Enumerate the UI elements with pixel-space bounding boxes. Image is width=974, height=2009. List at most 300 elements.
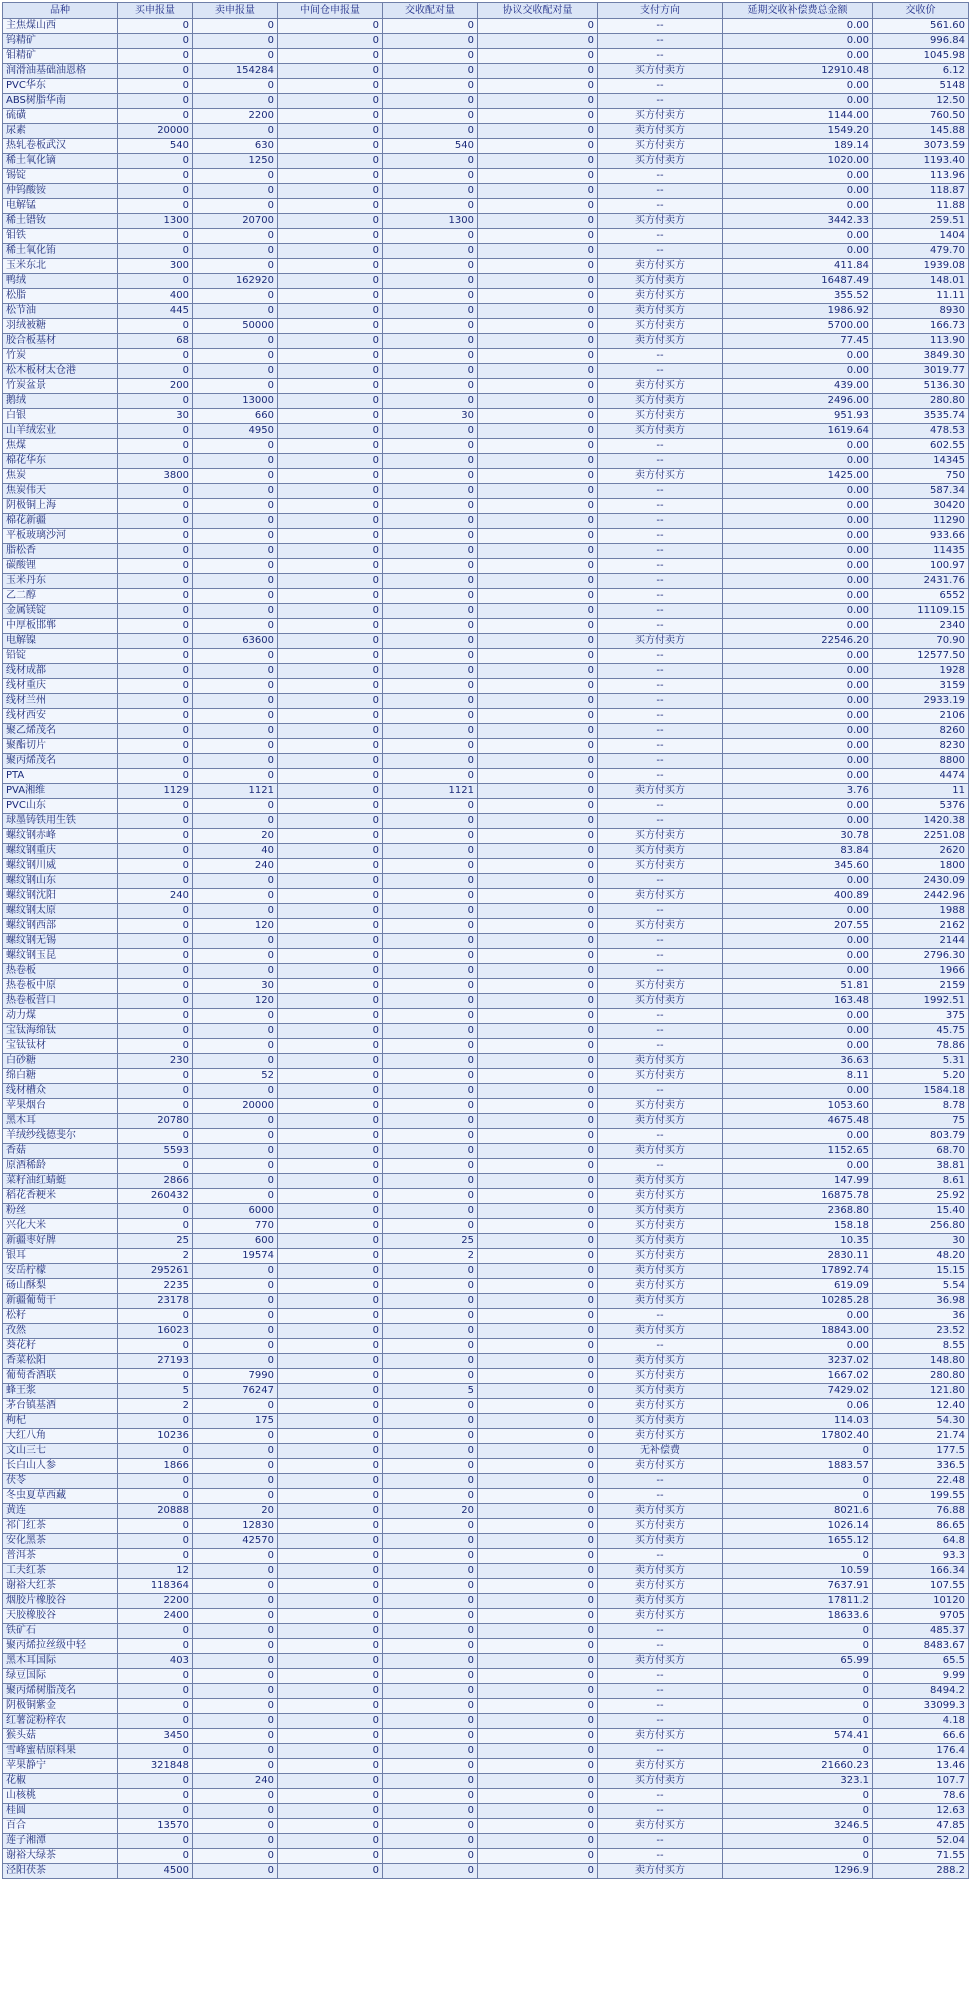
table-row: [3, 994, 969, 1009]
cell-delivery-matched: 0: [383, 94, 478, 109]
table-row: [3, 1009, 969, 1024]
table-row: [3, 619, 969, 634]
cell-buy-declared: 0: [118, 514, 193, 529]
cell-sell-declared: 0: [193, 799, 278, 814]
cell-delivery-price: 256.80: [873, 1219, 969, 1234]
cell-sell-declared: 0: [193, 229, 278, 244]
cell-intermediate-declared: 0: [278, 34, 383, 49]
cell-sell-declared: 0: [193, 1654, 278, 1669]
table-row: [3, 829, 969, 844]
cell-delivery-price: 199.55: [873, 1489, 969, 1504]
cell-sell-declared: 0: [193, 739, 278, 754]
cell-agreement-matched: 0: [478, 199, 598, 214]
cell-compensation-total: 0.00: [723, 514, 873, 529]
table-row: [3, 469, 969, 484]
cell-sell-declared: 0: [193, 949, 278, 964]
cell-intermediate-declared: 0: [278, 394, 383, 409]
cell-compensation-total: 0.00: [723, 49, 873, 64]
table-row: [3, 874, 969, 889]
cell-delivery-matched: 0: [383, 319, 478, 334]
cell-agreement-matched: 0: [478, 469, 598, 484]
cell-product: 花椒: [3, 1774, 118, 1789]
cell-delivery-price: 8.55: [873, 1339, 969, 1354]
cell-delivery-price: 3159: [873, 679, 969, 694]
cell-agreement-matched: 0: [478, 634, 598, 649]
header-product: 品种: [3, 3, 118, 19]
cell-delivery-price: 9.99: [873, 1669, 969, 1684]
cell-delivery-matched: 0: [383, 1789, 478, 1804]
cell-compensation-total: 574.41: [723, 1729, 873, 1744]
cell-delivery-price: 5.20: [873, 1069, 969, 1084]
cell-delivery-matched: 0: [383, 694, 478, 709]
cell-compensation-total: 0.00: [723, 1339, 873, 1354]
table-row: [3, 1234, 969, 1249]
cell-intermediate-declared: 0: [278, 1339, 383, 1354]
cell-delivery-price: 78.86: [873, 1039, 969, 1054]
cell-delivery-price: 113.96: [873, 169, 969, 184]
cell-payment-direction: 卖方付买方: [598, 1594, 723, 1609]
cell-sell-declared: 0: [193, 334, 278, 349]
cell-intermediate-declared: 0: [278, 1399, 383, 1414]
cell-delivery-price: 8.61: [873, 1174, 969, 1189]
cell-agreement-matched: 0: [478, 1624, 598, 1639]
cell-delivery-matched: 0: [383, 964, 478, 979]
cell-sell-declared: 0: [193, 1714, 278, 1729]
cell-delivery-price: 259.51: [873, 214, 969, 229]
cell-sell-declared: 0: [193, 589, 278, 604]
cell-product: 山羊绒宏业: [3, 424, 118, 439]
cell-buy-declared: 20000: [118, 124, 193, 139]
cell-product: 热卷板营口: [3, 994, 118, 1009]
cell-payment-direction: 买方付卖方: [598, 424, 723, 439]
cell-payment-direction: 买方付卖方: [598, 919, 723, 934]
cell-buy-declared: 0: [118, 1219, 193, 1234]
cell-delivery-price: 12.63: [873, 1804, 969, 1819]
cell-buy-declared: 20888: [118, 1504, 193, 1519]
cell-buy-declared: 0: [118, 1804, 193, 1819]
cell-intermediate-declared: 0: [278, 1069, 383, 1084]
cell-product: 天胶橡胶谷: [3, 1609, 118, 1624]
cell-compensation-total: 18843.00: [723, 1324, 873, 1339]
cell-sell-declared: 0: [193, 1744, 278, 1759]
cell-sell-declared: 7990: [193, 1369, 278, 1384]
cell-buy-declared: 1129: [118, 784, 193, 799]
cell-compensation-total: 0.00: [723, 544, 873, 559]
cell-buy-declared: 0: [118, 1099, 193, 1114]
cell-agreement-matched: 0: [478, 214, 598, 229]
cell-compensation-total: 0.00: [723, 619, 873, 634]
table-row: [3, 769, 969, 784]
table-row: [3, 739, 969, 754]
cell-intermediate-declared: 0: [278, 754, 383, 769]
cell-delivery-matched: 0: [383, 469, 478, 484]
cell-delivery-price: 107.7: [873, 1774, 969, 1789]
cell-intermediate-declared: 0: [278, 619, 383, 634]
cell-delivery-price: 3849.30: [873, 349, 969, 364]
cell-sell-declared: 50000: [193, 319, 278, 334]
cell-agreement-matched: 0: [478, 589, 598, 604]
cell-delivery-price: 70.90: [873, 634, 969, 649]
cell-payment-direction: 卖方付买方: [598, 1144, 723, 1159]
cell-delivery-matched: 0: [383, 1009, 478, 1024]
cell-intermediate-declared: 0: [278, 1624, 383, 1639]
cell-delivery-matched: 0: [383, 1729, 478, 1744]
cell-delivery-price: 36.98: [873, 1294, 969, 1309]
cell-product: 螺纹钢重庆: [3, 844, 118, 859]
cell-sell-declared: 0: [193, 1159, 278, 1174]
header-buy-declared: 买申报量: [118, 3, 193, 19]
cell-payment-direction: 买方付卖方: [598, 319, 723, 334]
cell-sell-declared: 0: [193, 1444, 278, 1459]
cell-delivery-matched: 0: [383, 709, 478, 724]
cell-payment-direction: --: [598, 544, 723, 559]
cell-buy-declared: 0: [118, 934, 193, 949]
cell-compensation-total: 0.00: [723, 439, 873, 454]
cell-delivery-matched: 0: [383, 1294, 478, 1309]
cell-sell-declared: 0: [193, 34, 278, 49]
cell-buy-declared: 0: [118, 529, 193, 544]
cell-compensation-total: 0.00: [723, 694, 873, 709]
cell-payment-direction: 卖方付买方: [598, 784, 723, 799]
cell-intermediate-declared: 0: [278, 64, 383, 79]
cell-agreement-matched: 0: [478, 1594, 598, 1609]
table-row: [3, 34, 969, 49]
cell-sell-declared: 0: [193, 874, 278, 889]
cell-agreement-matched: 0: [478, 724, 598, 739]
cell-compensation-total: 0.00: [723, 349, 873, 364]
cell-delivery-matched: 0: [383, 1324, 478, 1339]
cell-buy-declared: 0: [118, 364, 193, 379]
cell-sell-declared: 0: [193, 964, 278, 979]
cell-sell-declared: 120: [193, 919, 278, 934]
cell-payment-direction: --: [598, 589, 723, 604]
cell-sell-declared: 0: [193, 499, 278, 514]
cell-delivery-price: 750: [873, 469, 969, 484]
cell-delivery-price: 1988: [873, 904, 969, 919]
cell-intermediate-declared: 0: [278, 169, 383, 184]
cell-agreement-matched: 0: [478, 379, 598, 394]
cell-buy-declared: 0: [118, 1699, 193, 1714]
cell-product: 菜籽油红蜻蜓: [3, 1174, 118, 1189]
cell-compensation-total: 7429.02: [723, 1384, 873, 1399]
cell-compensation-total: 207.55: [723, 919, 873, 934]
cell-sell-declared: 76247: [193, 1384, 278, 1399]
cell-agreement-matched: 0: [478, 1714, 598, 1729]
cell-payment-direction: --: [598, 1039, 723, 1054]
cell-agreement-matched: 0: [478, 1264, 598, 1279]
cell-intermediate-declared: 0: [278, 649, 383, 664]
cell-payment-direction: --: [598, 1804, 723, 1819]
cell-payment-direction: --: [598, 649, 723, 664]
cell-intermediate-declared: 0: [278, 409, 383, 424]
cell-buy-declared: 0: [118, 34, 193, 49]
cell-intermediate-declared: 0: [278, 259, 383, 274]
cell-intermediate-declared: 0: [278, 1174, 383, 1189]
cell-compensation-total: 114.03: [723, 1414, 873, 1429]
cell-delivery-matched: 0: [383, 1849, 478, 1864]
cell-agreement-matched: 0: [478, 604, 598, 619]
cell-delivery-matched: 0: [383, 259, 478, 274]
cell-sell-declared: 0: [193, 454, 278, 469]
table-row: [3, 109, 969, 124]
cell-delivery-price: 52.04: [873, 1834, 969, 1849]
cell-buy-declared: 25: [118, 1234, 193, 1249]
cell-sell-declared: 0: [193, 1684, 278, 1699]
cell-product: 安岳柠檬: [3, 1264, 118, 1279]
cell-payment-direction: --: [598, 694, 723, 709]
cell-delivery-matched: 0: [383, 1774, 478, 1789]
cell-product: 聚乙烯茂名: [3, 724, 118, 739]
cell-payment-direction: 卖方付买方: [598, 289, 723, 304]
cell-sell-declared: 0: [193, 694, 278, 709]
cell-payment-direction: 买方付卖方: [598, 214, 723, 229]
cell-buy-declared: 295261: [118, 1264, 193, 1279]
cell-delivery-matched: 30: [383, 409, 478, 424]
cell-agreement-matched: 0: [478, 154, 598, 169]
cell-product: 钼精矿: [3, 49, 118, 64]
table-row: [3, 544, 969, 559]
cell-payment-direction: --: [598, 814, 723, 829]
cell-buy-declared: 0: [118, 1024, 193, 1039]
cell-payment-direction: --: [598, 799, 723, 814]
cell-compensation-total: 0.00: [723, 454, 873, 469]
cell-agreement-matched: 0: [478, 1054, 598, 1069]
cell-product: 蜂王浆: [3, 1384, 118, 1399]
cell-buy-declared: 0: [118, 1084, 193, 1099]
cell-buy-declared: 0: [118, 94, 193, 109]
cell-delivery-price: 66.6: [873, 1729, 969, 1744]
cell-agreement-matched: 0: [478, 1579, 598, 1594]
cell-buy-declared: 240: [118, 889, 193, 904]
cell-agreement-matched: 0: [478, 1009, 598, 1024]
cell-delivery-matched: 0: [383, 499, 478, 514]
cell-delivery-price: 12.40: [873, 1399, 969, 1414]
table-row: [3, 1219, 969, 1234]
cell-delivery-matched: 0: [383, 1054, 478, 1069]
cell-agreement-matched: 0: [478, 619, 598, 634]
cell-agreement-matched: 0: [478, 1144, 598, 1159]
cell-delivery-matched: 0: [383, 769, 478, 784]
cell-payment-direction: 买方付卖方: [598, 979, 723, 994]
cell-agreement-matched: 0: [478, 139, 598, 154]
cell-buy-declared: 0: [118, 994, 193, 1009]
cell-intermediate-declared: 0: [278, 424, 383, 439]
cell-payment-direction: 买方付卖方: [598, 1534, 723, 1549]
cell-delivery-price: 145.88: [873, 124, 969, 139]
cell-sell-declared: 0: [193, 574, 278, 589]
cell-product: 黑木耳: [3, 1114, 118, 1129]
cell-sell-declared: 0: [193, 124, 278, 139]
cell-payment-direction: --: [598, 1129, 723, 1144]
cell-delivery-matched: 0: [383, 799, 478, 814]
cell-buy-declared: 321848: [118, 1759, 193, 1774]
cell-agreement-matched: 0: [478, 1414, 598, 1429]
cell-buy-declared: 300: [118, 259, 193, 274]
cell-delivery-price: 2251.08: [873, 829, 969, 844]
cell-intermediate-declared: 0: [278, 1684, 383, 1699]
table-row: [3, 1549, 969, 1564]
cell-compensation-total: 0.00: [723, 499, 873, 514]
cell-compensation-total: 1655.12: [723, 1534, 873, 1549]
cell-payment-direction: 卖方付买方: [598, 1174, 723, 1189]
cell-payment-direction: 买方付卖方: [598, 274, 723, 289]
cell-compensation-total: 355.52: [723, 289, 873, 304]
cell-delivery-matched: 0: [383, 664, 478, 679]
cell-compensation-total: 0: [723, 1804, 873, 1819]
cell-compensation-total: 8021.6: [723, 1504, 873, 1519]
cell-intermediate-declared: 0: [278, 274, 383, 289]
cell-intermediate-declared: 0: [278, 1834, 383, 1849]
cell-product: 冬虫夏草西藏: [3, 1489, 118, 1504]
table-row: [3, 184, 969, 199]
cell-delivery-price: 38.81: [873, 1159, 969, 1174]
cell-delivery-matched: 25: [383, 1234, 478, 1249]
cell-delivery-matched: 0: [383, 1339, 478, 1354]
cell-buy-declared: 0: [118, 1789, 193, 1804]
table-row: [3, 1189, 969, 1204]
cell-intermediate-declared: 0: [278, 1564, 383, 1579]
cell-buy-declared: 2866: [118, 1174, 193, 1189]
cell-agreement-matched: 0: [478, 769, 598, 784]
cell-buy-declared: 0: [118, 829, 193, 844]
cell-product: 羽绒被糖: [3, 319, 118, 334]
cell-sell-declared: 0: [193, 664, 278, 679]
cell-delivery-matched: 0: [383, 1459, 478, 1474]
cell-buy-declared: 0: [118, 1444, 193, 1459]
cell-delivery-matched: 0: [383, 1624, 478, 1639]
cell-intermediate-declared: 0: [278, 589, 383, 604]
cell-sell-declared: 0: [193, 1309, 278, 1324]
cell-buy-declared: 0: [118, 424, 193, 439]
cell-intermediate-declared: 0: [278, 1669, 383, 1684]
cell-compensation-total: 65.99: [723, 1654, 873, 1669]
cell-intermediate-declared: 0: [278, 229, 383, 244]
cell-compensation-total: 1425.00: [723, 469, 873, 484]
cell-compensation-total: 0.00: [723, 589, 873, 604]
cell-agreement-matched: 0: [478, 1864, 598, 1879]
cell-payment-direction: 买方付卖方: [598, 994, 723, 1009]
cell-product: 平板玻璃沙河: [3, 529, 118, 544]
cell-agreement-matched: 0: [478, 439, 598, 454]
cell-compensation-total: 18633.6: [723, 1609, 873, 1624]
table-row: [3, 1024, 969, 1039]
cell-delivery-price: 375: [873, 1009, 969, 1024]
cell-payment-direction: --: [598, 49, 723, 64]
cell-sell-declared: 0: [193, 1549, 278, 1564]
cell-agreement-matched: 0: [478, 859, 598, 874]
cell-buy-declared: 0: [118, 1414, 193, 1429]
cell-delivery-matched: 0: [383, 589, 478, 604]
cell-delivery-matched: 0: [383, 814, 478, 829]
cell-agreement-matched: 0: [478, 1459, 598, 1474]
cell-buy-declared: 0: [118, 109, 193, 124]
cell-intermediate-declared: 0: [278, 379, 383, 394]
cell-product: 文山三七: [3, 1444, 118, 1459]
cell-delivery-price: 14345: [873, 454, 969, 469]
cell-sell-declared: 0: [193, 1699, 278, 1714]
table-row: [3, 454, 969, 469]
cell-delivery-price: 479.70: [873, 244, 969, 259]
cell-product: 雪峰蜜桔原料果: [3, 1744, 118, 1759]
cell-product: 松籽: [3, 1309, 118, 1324]
cell-payment-direction: --: [598, 709, 723, 724]
cell-compensation-total: 400.89: [723, 889, 873, 904]
table-row: [3, 784, 969, 799]
cell-compensation-total: 411.84: [723, 259, 873, 274]
cell-agreement-matched: 0: [478, 1354, 598, 1369]
header-delivery-price: 交收价: [873, 3, 969, 19]
cell-product: 粉丝: [3, 1204, 118, 1219]
cell-compensation-total: 0: [723, 1849, 873, 1864]
table-row: [3, 1279, 969, 1294]
cell-product: 百合: [3, 1819, 118, 1834]
cell-compensation-total: 0.00: [723, 679, 873, 694]
cell-delivery-price: 4.18: [873, 1714, 969, 1729]
cell-payment-direction: --: [598, 1849, 723, 1864]
cell-buy-declared: 260432: [118, 1189, 193, 1204]
table-row: [3, 1339, 969, 1354]
cell-compensation-total: 17811.2: [723, 1594, 873, 1609]
cell-intermediate-declared: 0: [278, 334, 383, 349]
cell-product: 螺纹钢山东: [3, 874, 118, 889]
cell-intermediate-declared: 0: [278, 979, 383, 994]
cell-sell-declared: 12830: [193, 1519, 278, 1534]
cell-delivery-price: 166.73: [873, 319, 969, 334]
cell-agreement-matched: 0: [478, 259, 598, 274]
cell-payment-direction: 卖方付买方: [598, 1864, 723, 1879]
table-row: [3, 724, 969, 739]
cell-delivery-price: 2144: [873, 934, 969, 949]
cell-intermediate-declared: 0: [278, 139, 383, 154]
cell-sell-declared: 0: [193, 604, 278, 619]
cell-payment-direction: 卖方付买方: [598, 379, 723, 394]
cell-payment-direction: 买方付卖方: [598, 154, 723, 169]
cell-payment-direction: --: [598, 1009, 723, 1024]
cell-delivery-matched: 0: [383, 1144, 478, 1159]
cell-buy-declared: 2: [118, 1249, 193, 1264]
cell-product: 大红八角: [3, 1429, 118, 1444]
table-row: [3, 1744, 969, 1759]
cell-delivery-price: 1992.51: [873, 994, 969, 1009]
cell-payment-direction: --: [598, 34, 723, 49]
cell-agreement-matched: 0: [478, 349, 598, 364]
cell-delivery-matched: 0: [383, 1219, 478, 1234]
cell-compensation-total: 619.09: [723, 1279, 873, 1294]
cell-delivery-matched: 0: [383, 1399, 478, 1414]
cell-delivery-matched: 0: [383, 1444, 478, 1459]
cell-intermediate-declared: 0: [278, 289, 383, 304]
cell-sell-declared: 0: [193, 199, 278, 214]
cell-sell-declared: 4950: [193, 424, 278, 439]
cell-payment-direction: --: [598, 934, 723, 949]
cell-intermediate-declared: 0: [278, 1609, 383, 1624]
cell-payment-direction: 卖方付买方: [598, 304, 723, 319]
cell-payment-direction: --: [598, 949, 723, 964]
cell-delivery-matched: 0: [383, 1099, 478, 1114]
cell-payment-direction: 卖方付买方: [598, 1429, 723, 1444]
cell-sell-declared: 0: [193, 1039, 278, 1054]
cell-agreement-matched: 0: [478, 409, 598, 424]
cell-product: 新疆枣好牌: [3, 1234, 118, 1249]
cell-agreement-matched: 0: [478, 679, 598, 694]
cell-delivery-matched: 0: [383, 484, 478, 499]
cell-intermediate-declared: 0: [278, 1354, 383, 1369]
table-row: [3, 1774, 969, 1789]
cell-agreement-matched: 0: [478, 454, 598, 469]
cell-payment-direction: 卖方付买方: [598, 1729, 723, 1744]
cell-product: 松木板材太仓港: [3, 364, 118, 379]
cell-delivery-price: 1420.38: [873, 814, 969, 829]
